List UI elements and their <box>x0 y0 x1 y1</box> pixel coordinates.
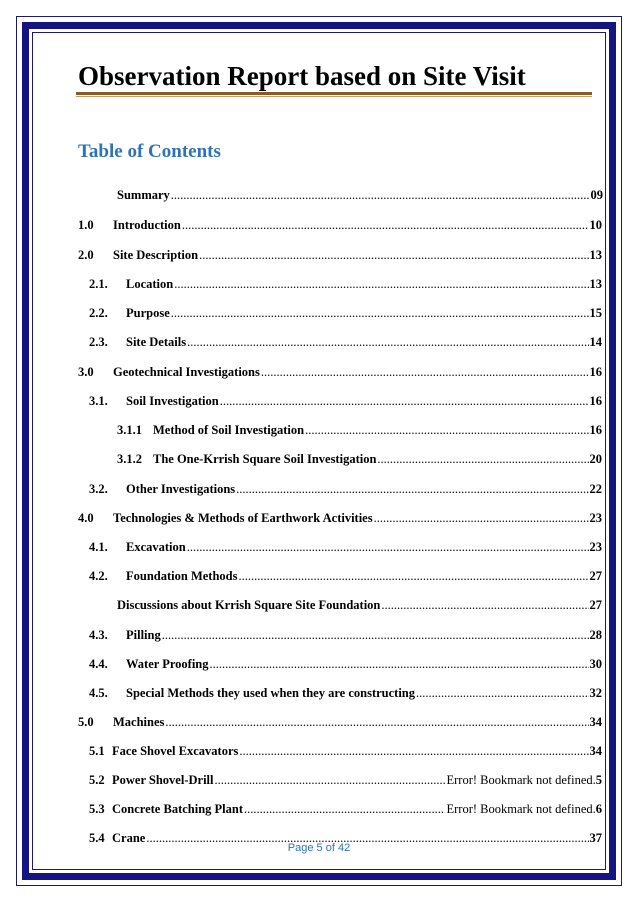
toc-entry-page: 27 <box>589 598 602 612</box>
toc-entry-page: 32 <box>589 686 602 700</box>
toc-entry-text: Technologies & Methods of Earthwork Activities <box>113 511 373 525</box>
toc-entry-text: Geotechnical Investigations <box>113 365 260 379</box>
toc-entry-number: 4.2. <box>89 569 108 583</box>
toc-entry-number: 4.0 <box>78 511 94 525</box>
toc-entry-number: 3.1. <box>89 394 108 408</box>
toc-entry-number: 2.1. <box>89 277 108 291</box>
toc-entry-error: Error! Bookmark not defined. <box>446 773 596 787</box>
toc-entry-page: 14 <box>589 335 602 349</box>
toc-entry-page: 37 <box>589 831 602 845</box>
toc-entry-page: 22 <box>589 482 602 496</box>
toc-entry-text: Method of Soil Investigation <box>153 423 305 437</box>
toc-entry-text: Purpose <box>126 306 170 320</box>
toc-entry-text: Concrete Batching Plant <box>112 802 244 816</box>
toc-entry-method-soil-investigation[interactable] <box>117 421 602 439</box>
toc-entry-machines[interactable] <box>78 713 602 731</box>
toc-entry-text: Site Description <box>113 248 199 262</box>
toc-entry-page: 13 <box>589 277 602 291</box>
toc-entry-water-proofing[interactable] <box>89 655 602 673</box>
title-underline-thin <box>76 96 592 97</box>
toc-entry-number: 2.3. <box>89 335 108 349</box>
toc-entry-discussions[interactable] <box>117 596 602 614</box>
toc-entry-page: 34 <box>589 744 602 758</box>
toc-entry-text: Site Details <box>126 335 187 349</box>
toc-entry-page: 09 <box>590 188 603 202</box>
toc-entry-number: 2.0 <box>78 248 94 262</box>
toc-heading: Table of Contents <box>78 141 221 162</box>
toc-entry-page: 20 <box>589 452 602 466</box>
toc-entry-location[interactable] <box>89 275 602 293</box>
toc-entry-geotechnical[interactable] <box>78 363 602 381</box>
toc-entry-page: 16 <box>589 423 602 437</box>
toc-entry-number: 5.1 <box>89 744 105 758</box>
toc-entry-krrish-soil-investigation[interactable] <box>117 450 602 468</box>
toc-entry-text: Introduction <box>113 218 181 232</box>
toc-entry-page: 34 <box>589 715 602 729</box>
toc-entry-page: 27 <box>589 569 602 583</box>
toc-entry-number: 5.3 <box>89 802 105 816</box>
toc-entry-page: 23 <box>589 540 602 554</box>
toc-entry-site-description[interactable] <box>78 246 602 264</box>
toc-entry-text: Special Methods they used when they are constructing <box>126 686 416 700</box>
toc-entry-page: 30 <box>589 657 602 671</box>
toc-entry-number: 3.0 <box>78 365 94 379</box>
toc-entry-other-investigations[interactable] <box>89 480 602 498</box>
toc-entry-page: 10 <box>589 218 602 232</box>
toc-entry-number: 4.3. <box>89 628 108 642</box>
toc-entry-summary[interactable] <box>117 186 603 204</box>
toc-entry-special-methods[interactable] <box>89 684 602 702</box>
toc-entry-text: Soil Investigation <box>126 394 219 408</box>
toc-entry-error: Error! Bookmark not defined. <box>446 802 596 816</box>
toc-entry-number: 4.5. <box>89 686 108 700</box>
toc-entry-text: Discussions about Krrish Square Site Foundation <box>117 598 381 612</box>
toc-entry-page: 13 <box>589 248 602 262</box>
toc-entry-number: 3.2. <box>89 482 108 496</box>
toc-entry-page: 6 <box>595 802 602 816</box>
toc-entry-page: 16 <box>589 394 602 408</box>
toc-entry-number: 5.0 <box>78 715 94 729</box>
toc-entry-number: 1.0 <box>78 218 94 232</box>
toc-entry-text: Foundation Methods <box>126 569 238 583</box>
toc-entry-page: 16 <box>589 365 602 379</box>
toc-entry-text: Face Shovel Excavators <box>112 744 239 758</box>
toc-entry-number: 5.2 <box>89 773 105 787</box>
toc-entry-text: Excavation <box>126 540 186 554</box>
toc-entry-power-shovel[interactable] <box>89 771 602 789</box>
toc-entry-text: Machines <box>113 715 165 729</box>
toc-entry-purpose[interactable] <box>89 304 602 322</box>
toc-entry-excavation[interactable] <box>89 538 602 556</box>
document-title: Observation Report based on Site Visit <box>78 61 526 91</box>
toc-entry-text: The One-Krrish Square Soil Investigation <box>153 452 377 466</box>
toc-entry-page: 5 <box>595 773 602 787</box>
toc-entry-text: Pilling <box>126 628 161 642</box>
toc-entry-number: 4.1. <box>89 540 108 554</box>
toc-entry-page: 15 <box>589 306 602 320</box>
page-number-footer: Page 5 of 42 <box>287 842 351 854</box>
toc-entry-face-shovel[interactable] <box>89 742 602 760</box>
toc-entry-page: 23 <box>589 511 602 525</box>
toc-entry-introduction[interactable] <box>78 216 602 234</box>
toc-entry-text: Crane <box>112 831 146 845</box>
toc-entry-page: 28 <box>589 628 602 642</box>
toc-entry-text: Other Investigations <box>126 482 236 496</box>
toc-entry-number: 3.1.1 <box>117 423 142 437</box>
toc-entry-technologies[interactable] <box>78 509 602 527</box>
toc-entry-number: 2.2. <box>89 306 108 320</box>
toc-entry-foundation-methods[interactable] <box>89 567 602 585</box>
toc-entry-text: Water Proofing <box>126 657 209 671</box>
toc-entry-text: Location <box>126 277 174 291</box>
toc-entry-pilling[interactable] <box>89 626 602 644</box>
toc-entry-number: 5.4 <box>89 831 105 845</box>
toc-entry-site-details[interactable] <box>89 333 602 351</box>
toc-entry-text: Summary <box>117 188 170 202</box>
toc-entry-number: 4.4. <box>89 657 108 671</box>
toc-entry-soil-investigation[interactable] <box>89 392 602 410</box>
toc-entry-concrete-batching[interactable] <box>89 800 602 818</box>
toc-entry-text: Power Shovel-Drill <box>112 773 214 787</box>
toc-entry-number: 3.1.2 <box>117 452 142 466</box>
title-underline <box>76 92 592 95</box>
